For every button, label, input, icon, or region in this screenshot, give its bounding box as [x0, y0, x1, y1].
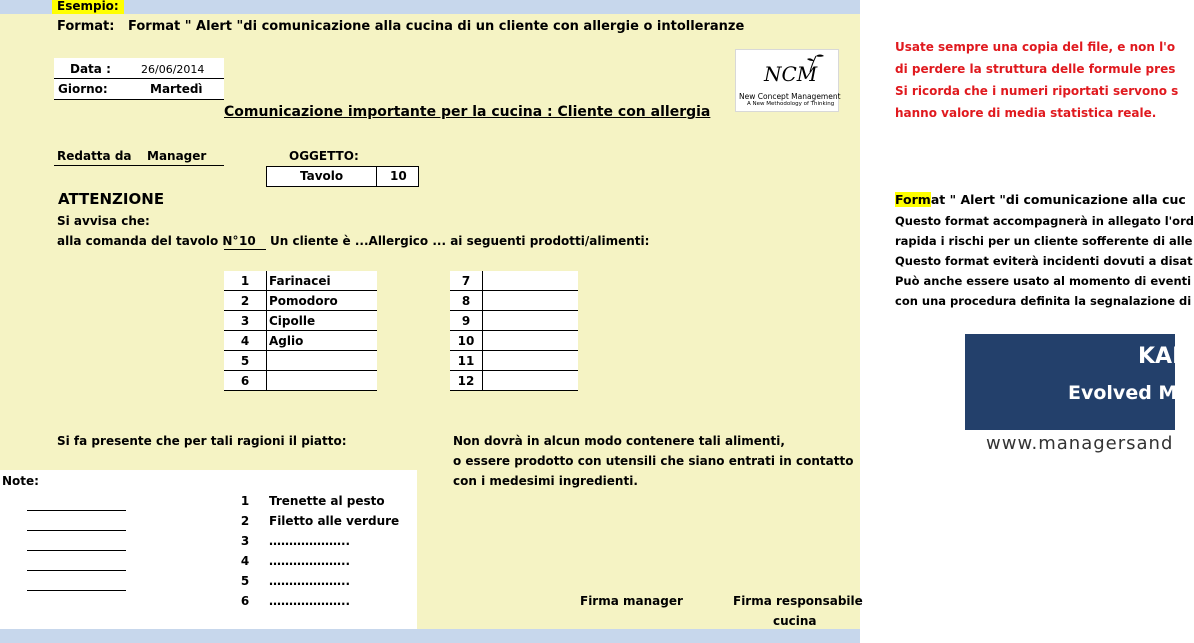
allergen-table-right [450, 271, 578, 391]
allergen-right-number: 12 [457, 374, 475, 388]
day-label: Giorno: [58, 82, 108, 96]
day-value[interactable]: Martedì [150, 82, 203, 96]
note-line-5[interactable] [27, 590, 126, 591]
red-note-2: di perdere la struttura delle formule pres [895, 62, 1176, 76]
allergen-right-row-line [450, 370, 578, 371]
banner-line2: Evolved M [1068, 382, 1178, 404]
allergen-right-col-divider [482, 271, 483, 391]
comanda-table-value[interactable]: 10 [239, 234, 256, 248]
note-line-1[interactable] [27, 510, 126, 511]
allergen-left-number: 4 [240, 334, 250, 348]
page-title: Comunicazione importante per la cucina : Cliente con allergia [224, 104, 711, 120]
note-line-3[interactable] [27, 550, 126, 551]
allergen-right-row-line [450, 350, 578, 351]
allergen-right-number: 7 [461, 274, 471, 288]
allergen-left-row-line [224, 390, 377, 391]
attenzione-heading: ATTENZIONE [58, 190, 165, 208]
dish-name[interactable]: Trenette al pesto [269, 494, 385, 508]
tavolo-label: Tavolo [300, 169, 344, 183]
date-divider [54, 78, 224, 79]
allergen-left-name[interactable]: Aglio [269, 334, 304, 348]
non-dovra-line-2: o essere prodotto con utensili che siano entrati in contatto [453, 454, 854, 468]
side-format-title-rest: at " Alert "di comunicazione alla cuc [930, 192, 1186, 207]
piatto-text: Si fa presente che per tali ragioni il piatto: [57, 434, 347, 448]
allergen-right-number: 11 [457, 354, 475, 368]
allergen-left-number: 6 [240, 374, 250, 388]
allergen-right-row-line [450, 310, 578, 311]
firma-responsabile-line1: Firma responsabile [733, 594, 863, 608]
date-value[interactable]: 26/06/2014 [141, 63, 205, 76]
format-label: Format: [57, 19, 115, 34]
side-desc-5: con una procedura definita la segnalazione di [895, 294, 1192, 308]
allergen-left-number: 1 [240, 274, 250, 288]
dish-number: 1 [240, 494, 250, 508]
bottom-row-bar [0, 629, 860, 643]
allergen-left-row-line [224, 310, 377, 311]
allergen-right-row-line [450, 390, 578, 391]
day-underline [54, 99, 224, 100]
redatta-value[interactable]: Manager [147, 149, 207, 163]
note-label: Note: [2, 474, 39, 488]
firma-responsabile-line2: cucina [773, 614, 817, 628]
dish-number: 6 [240, 594, 250, 608]
allergen-left-number: 3 [240, 314, 250, 328]
allergen-table-left [224, 271, 377, 391]
red-note-3: Si ricorda che i numeri riportati servono s [895, 84, 1179, 98]
allergen-left-number: 2 [240, 294, 250, 308]
banner-line1: KAR [1138, 344, 1190, 369]
dish-name[interactable]: ……………….. [269, 574, 351, 588]
comanda-suffix: Un cliente è ...Allergico ... ai seguenti prodotti/alimenti: [270, 234, 650, 248]
date-label: Data : [70, 62, 111, 76]
allergen-left-row-line [224, 370, 377, 371]
oggetto-label: OGGETTO: [289, 149, 359, 163]
si-avvisa-text: Si avvisa che: [57, 214, 150, 228]
non-dovra-line-1: Non dovrà in alcun modo contenere tali alimenti, [453, 434, 785, 448]
comanda-prefix: alla comanda del tavolo N° [57, 234, 239, 248]
red-note-1: Usate sempre una copia del file, e non l'o [895, 40, 1176, 54]
allergen-right-number: 9 [461, 314, 471, 328]
logo-name: New Concept Management [739, 92, 841, 101]
side-desc-1: Questo format accompagnerà in allegato l'ord [895, 214, 1194, 228]
format-text: Format " Alert "di comunicazione alla cucina di un cliente con allergie o intolleranze [128, 19, 745, 34]
dish-name[interactable]: Filetto alle verdure [269, 514, 400, 528]
allergen-left-number: 5 [240, 354, 250, 368]
banner-url[interactable]: www.managersand [986, 433, 1174, 454]
dish-number: 2 [240, 514, 250, 528]
side-desc-4: Può anche essere usato al momento di eventi [895, 274, 1192, 288]
dish-number: 5 [240, 574, 250, 588]
note-line-2[interactable] [27, 530, 126, 531]
allergen-left-row-line [224, 350, 377, 351]
allergen-left-row-line [224, 290, 377, 291]
dish-name[interactable]: ……………….. [269, 534, 351, 548]
allergen-right-row-line [450, 330, 578, 331]
allergen-right-row-line [450, 290, 578, 291]
allergen-left-col-divider [266, 271, 267, 391]
dish-number: 3 [240, 534, 250, 548]
sprout-icon [804, 52, 828, 74]
logo-tagline: A New Methodology of Thinking [747, 101, 835, 107]
logo-initials: NCM [764, 62, 818, 86]
top-row-bar [0, 0, 860, 14]
allergen-left-name[interactable]: Cipolle [269, 314, 316, 328]
side-format-title [895, 192, 1186, 207]
allergen-left-name[interactable]: Farinacei [269, 274, 331, 288]
tavolo-value[interactable]: 10 [390, 169, 407, 183]
allergen-left-name[interactable]: Pomodoro [269, 294, 338, 308]
allergen-left-row-line [224, 330, 377, 331]
comanda-underline [224, 249, 266, 250]
allergen-right-number: 10 [457, 334, 475, 348]
firma-manager: Firma manager [580, 594, 683, 608]
dish-number: 4 [240, 554, 250, 568]
red-note-4: hanno valore di media statistica reale. [895, 106, 1157, 120]
side-format-title-highlight: Form [895, 192, 931, 207]
redatta-label: Redatta da [57, 149, 132, 163]
dish-name[interactable]: ……………….. [269, 594, 351, 608]
note-line-4[interactable] [27, 570, 126, 571]
side-desc-3: Questo format eviterà incidenti dovuti a disat [895, 254, 1193, 268]
side-desc-2: rapida i rischi per un cliente sofferente di alle [895, 234, 1193, 248]
redatta-underline [54, 165, 224, 166]
tavolo-divider [376, 166, 377, 186]
esempio-label: Esempio: [57, 0, 119, 13]
ncm-logo [735, 49, 839, 112]
allergen-right-number: 8 [461, 294, 471, 308]
non-dovra-line-3: con i medesimi ingredienti. [453, 474, 638, 488]
dish-name[interactable]: ……………….. [269, 554, 351, 568]
kar-banner[interactable] [965, 334, 1190, 430]
